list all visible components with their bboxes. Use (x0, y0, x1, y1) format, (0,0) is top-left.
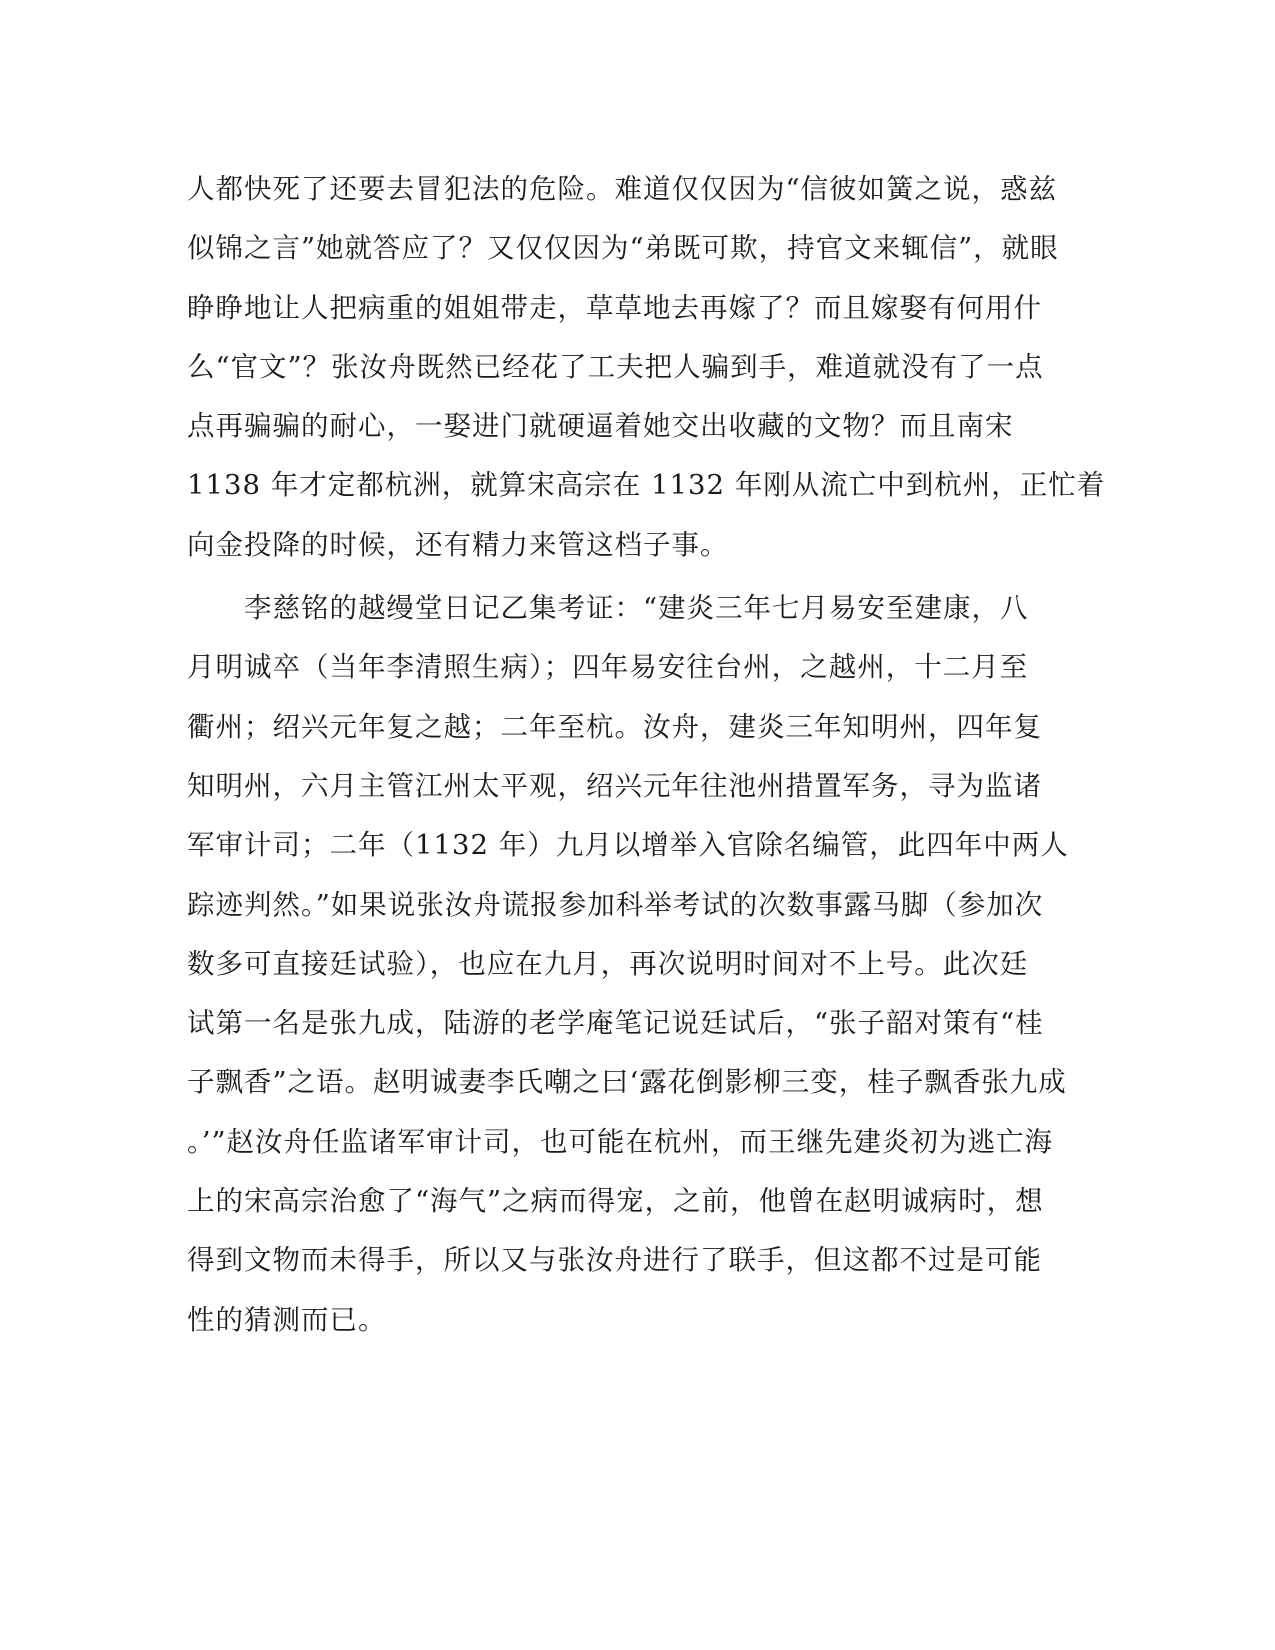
text-line: 人都快死了还要去冒犯法的危险。难道仅仅因为“信彼如簧之说，惑兹 (187, 173, 1058, 205)
text-line: 月明诚卒（当年李清照生病）；四年易安往台州，之越州，十二月至 (187, 651, 1029, 684)
text-line: 性的猜测而已。 (187, 1303, 387, 1336)
text-line: 子飘香”之语。赵明诚妻李氏嘲之曰‘露花倒影柳三变，桂子飘香张九成 (187, 1066, 1067, 1099)
paragraph-2 (187, 579, 1067, 1350)
text-line: 似锦之言”她就答应了？又仅仅因为“弟既可欺，持官文来辄信”，就眼 (187, 232, 1059, 265)
text-line: 数多可直接廷试验），也应在九月，再次说明时间对不上号。此次廷 (187, 947, 1029, 980)
text-line: 1138 年才定都杭洲，就算宋高宗在 1132 年刚从流亡中到杭州，正忙着 (187, 469, 1106, 502)
text-line: 衢州；绍兴元年复之越；二年至杭。汝舟，建炎三年知明州，四年复 (187, 710, 1042, 743)
text-line: 试第一名是张九成，陆游的老学庵笔记说廷试后，“张子韶对策有“桂 (187, 1007, 1044, 1040)
text-line: 踪迹判然。”如果说张汝舟谎报参加科举考试的次数事露马脚（参加次 (187, 888, 1044, 921)
text-line: 。’”赵汝舟任监诸军审计司，也可能在杭州，而王继先建炎初为逃亡海 (187, 1125, 1054, 1158)
text-line: 睁睁地让人把病重的姐姐带走，草草地去再嫁了？而且嫁娶有何用什 (187, 291, 1042, 324)
text-line: 军审计司；二年（1132 年）九月以增举入官除名编管，此四年中两人 (187, 829, 1069, 862)
text-line: 得到文物而未得手，所以又与张汝舟进行了联手，但这都不过是可能 (187, 1244, 1042, 1277)
document-body (187, 160, 1106, 1350)
text-line: 点再骗骗的耐心，一娶进门就硬逼着她交出收藏的文物？而且南宋 (187, 410, 1014, 443)
text-line: 向金投降的时候，还有精力来管这档子事。 (187, 528, 729, 561)
text-line: 知明州，六月主管江州太平观，绍兴元年往池州措置军务，寻为监诸 (187, 769, 1042, 802)
text-line: 李慈铭的越缦堂日记乙集考证：“建炎三年七月易安至建康，八 (187, 592, 1029, 625)
text-line: 么“官文”？张汝舟既然已经花了工夫把人骗到手，难道就没有了一点 (187, 350, 1044, 383)
text-line: 上的宋高宗治愈了“海气”之病而得宠，之前，他曾在赵明诚病时，想 (187, 1185, 1044, 1218)
paragraph-1 (187, 160, 1106, 575)
